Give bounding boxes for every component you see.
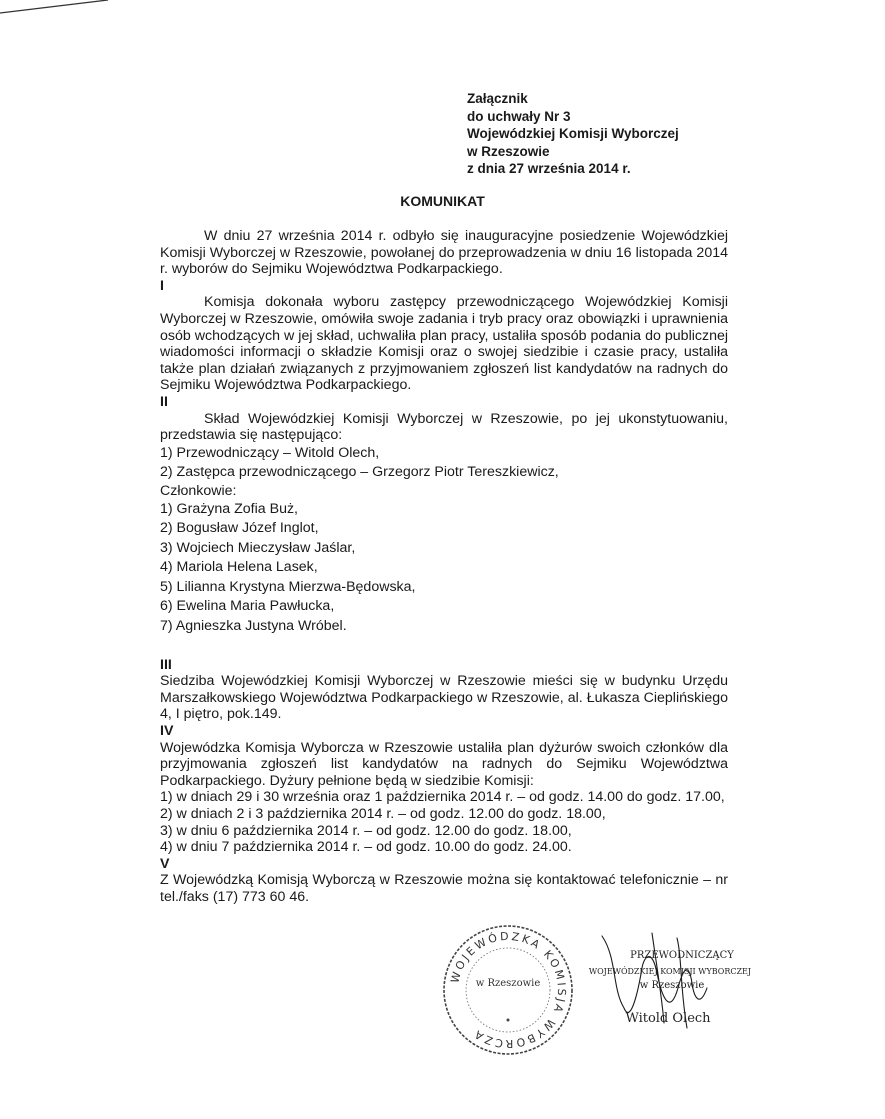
list-item: 1) Grażyna Zofia Buż, xyxy=(160,500,298,517)
header-line-5: z dnia 27 września 2014 r. xyxy=(467,161,631,177)
header-line-1: Załącznik xyxy=(467,91,528,106)
header-line-4: w Rzeszowie xyxy=(467,143,550,159)
section-number-1: I xyxy=(160,277,164,294)
members-list xyxy=(160,500,728,637)
section-number-5: V xyxy=(160,855,170,872)
signature-stamp-line-1: PRZEWODNICZĄCY xyxy=(630,950,734,961)
document-body xyxy=(160,228,728,906)
document-title: KOMUNIKAT xyxy=(400,193,485,209)
section-1-text: Komisja dokonała wyboru zastępcy przewodniczącego Wojewódzkiej Komisji Wyborczej w Rzeszowie, omówiła swoje zadania i tryb pracy oraz obowiązki i uprawnienia osób wchodzących w jej skład, uchwaliła plan pracy, ustaliła sposób podania do publicznej wiadomości informacji o składzie Komisji oraz o swojej siedzibie i czasie pracy, ustaliła także plan działań związanych z przyjmowaniem zgłoszeń list kandydatów na radnych do Sejmiku Województwa Podkarpackiego. xyxy=(160,294,728,394)
stamp-center-text: w Rzeszowie xyxy=(475,978,541,989)
section-4-text: Wojewódzka Komisja Wyborcza w Rzeszowie ustaliła plan dyżurów swoich członków dla przyjmowania zgłoszeń list kandydatów na radnych do Sejmiku Województwa Podkarpackiego. Dyżury pełnione będą w siedzibie Komisji: xyxy=(160,739,728,789)
section-number-2: II xyxy=(160,393,168,410)
signature-stamp-line-2: WOJEWÓDZKIEJ KOMISJI WYBORCZEJ xyxy=(588,967,752,976)
section-number-3: III xyxy=(160,656,172,673)
leaders-list xyxy=(160,444,728,483)
signature-stamp-name: Witold Olech xyxy=(625,1011,711,1026)
list-item: 4) w dniu 7 października 2014 r. – od godz. 10.00 do godz. 24.00. xyxy=(160,839,572,856)
list-item: 2) w dniach 2 i 3 października 2014 r. – od godz. 12.00 do godz. 18.00, xyxy=(160,806,606,822)
list-item: 6) Ewelina Maria Pawłucka, xyxy=(160,598,335,615)
list-item: 3) Wojciech Mieczysław Jaślar, xyxy=(160,539,356,556)
duty-schedule-list xyxy=(160,789,728,855)
header-line-2: do uchwały Nr 3 xyxy=(467,108,571,124)
list-item: 4) Mariola Helena Lasek, xyxy=(160,559,318,576)
scan-edge-mark xyxy=(0,0,110,14)
list-item: 1) w dniach 29 i 30 września oraz 1 października 2014 r. – od godz. 14.00 do godz. 17.00, xyxy=(160,789,725,806)
section-3-text: Siedziba Wojewódzkiej Komisji Wyborczej w Rzeszowie mieści się w budynku Urzędu Marszałkowskiego Województwa Podkarpackiego w Rzeszowie, al. Łukasza Cieplińskiego 4, I piętro, pok.149. xyxy=(160,673,728,723)
stamp-ring-text: WOJEWÓDZKA KOMISJA WYBORCZA xyxy=(448,929,569,1051)
chairman-signature-stamp xyxy=(582,928,772,1048)
list-item: 2) Zastępca przewodniczącego – Grzegorz Piotr Tereszkiewicz, xyxy=(160,464,559,481)
list-item: 7) Agnieszka Justyna Wróbel. xyxy=(160,618,347,635)
section-2-intro: Skład Wojewódzkiej Komisji Wyborczej w Rzeszowie, po jej ukonstytuowaniu, przedstawia się następująco: xyxy=(160,410,728,444)
list-item: 1) Przewodniczący – Witold Olech, xyxy=(160,444,380,461)
intro-paragraph: W dniu 27 września 2014 r. odbyło się inauguracyjne posiedzenie Wojewódzkiej Komisji Wyborczej w Rzeszowie, powołanej do przeprowadzenia w dniu 16 listopada 2014 r. wyborów do Sejmiku Województwa Podkarpackiego. xyxy=(160,228,728,278)
round-official-stamp xyxy=(438,920,578,1060)
list-item: 5) Lilianna Krystyna Mierzwa-Będowska, xyxy=(160,578,416,595)
list-item: 3) w dniu 6 października 2014 r. – od godz. 12.00 do godz. 18.00, xyxy=(160,822,572,839)
members-label: Członkowie: xyxy=(160,482,237,499)
signature-stamp-line-3: w Rzeszowie xyxy=(639,980,705,991)
section-number-4: IV xyxy=(160,723,174,740)
header-line-3: Wojewódzkiej Komisji Wyborczej xyxy=(467,126,679,142)
attachment-header xyxy=(467,90,767,178)
list-item: 2) Bogusław Józef Inglot, xyxy=(160,520,319,537)
section-5-text: Z Wojewódzką Komisją Wyborczą w Rzeszowie można się kontaktować telefonicznie – nr tel./faks (17) 773 60 46. xyxy=(160,872,728,905)
